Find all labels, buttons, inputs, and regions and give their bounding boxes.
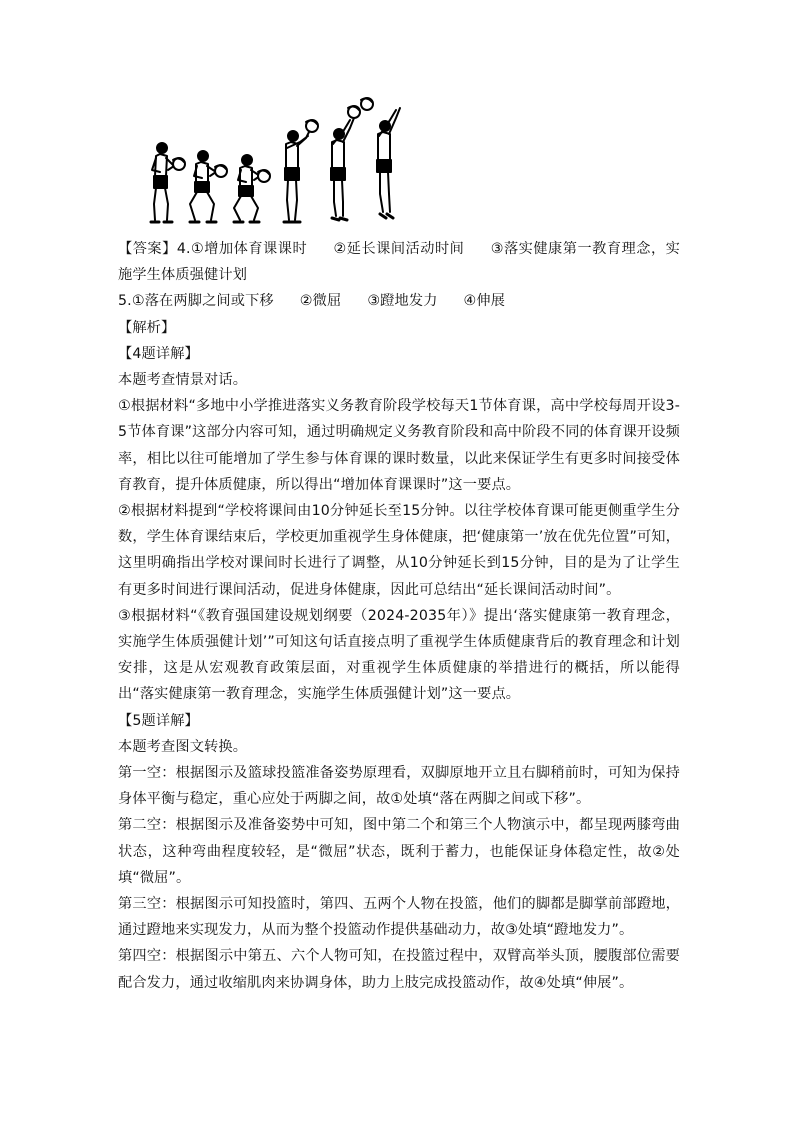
- player-figure-2: [190, 151, 227, 222]
- q5-analysis-paragraph-2: 第二空：根据图示及准备姿势中可知，图中第二个和第三个人物演示中，都呈现两膝弯曲状态，这种弯曲程度较轻，是“微屈”状态，既利于蓄力，也能保证身体稳定性，故②处填“微屈”。: [118, 817, 680, 886]
- player-figure-1: [151, 143, 185, 222]
- q5-answer-line: [118, 288, 680, 314]
- q4-answer-item-3: ③落实健康第一教育理念，实施学生体质强健计划: [118, 241, 680, 284]
- q5-answer-item-2: ②微屈: [299, 293, 342, 310]
- q5-analysis-paragraph-4: 第四空：根据图示中第五、六个人物可知，在投篮过程中，双臂高举头顶，腰腹部位需要配合发力，通过收缩肌肉来协调身体，助力上肢完成投篮动作，故④处填“伸展”。: [118, 948, 680, 991]
- q4-analysis-paragraph-1: ①根据材料“多地中小学推进落实义务教育阶段学校每天1节体育课，高中学校每周开设3-5节体育课”这部分内容可知，通过明确规定义务教育阶段和高中阶段不同的体育课开设频率，相比以往可能增加了学生参与体育课的课时数量，以此来保证学生有更多时间接受体育教育，提升体质健康，所以得出“增加体育课课时”这一要点。: [118, 398, 680, 493]
- q4-answer-line: [118, 236, 680, 288]
- q4-analysis-paragraph-3: ③根据材料“《教育强国建设规划纲要（2024-2035年）》提出‘落实健康第一教育理念，实施学生体质强健计划’”可知这句话直接点明了重视学生体质健康背后的教育理念和计划安排，这是从宏观教育政策层面，对重视学生体质健康的举措进行的概括，所以能得出“落实健康第一教育理念，实施学生体质强健计划”这一要点。: [118, 607, 680, 703]
- q5-analysis-paragraph-1: 第一空：根据图示及篮球投篮准备姿势原理看，双脚原地开立且右脚稍前时，可知为保持身体平衡与稳定，重心应处于两脚之间，故①处填“落在两脚之间或下移”。: [118, 765, 680, 808]
- answer-explanation-text: [118, 236, 680, 996]
- q5-analysis-heading: 【5题详解】: [118, 712, 199, 729]
- q5-number: 5.: [118, 293, 132, 310]
- player-figure-5: [331, 106, 360, 220]
- q4-number: 4.: [176, 241, 191, 257]
- q5-answer-item-3: ③蹬地发力: [367, 293, 438, 310]
- q4-answer-item-2: ②延长课间活动时间: [333, 241, 465, 257]
- basketball-shooting-sequence-illustration: [140, 96, 420, 232]
- player-figure-6: [361, 98, 400, 218]
- q5-analysis-paragraph-3: 第三空：根据图示可知投篮时，第四、五两个人物在投篮，他们的脚都是脚掌前部蹬地，通过蹬地来实现发力，从而为整个投篮动作提供基础动力，故③处填“蹬地发力”。: [118, 896, 680, 939]
- player-figure-3: [234, 155, 270, 222]
- q5-answer-item-1: ①落在两脚之间或下移: [131, 293, 274, 310]
- q5-analysis-intro: 本题考查图文转换。: [118, 738, 248, 755]
- q4-analysis-heading: 【4题详解】: [118, 345, 199, 362]
- answer-tag: 【答案】: [118, 241, 177, 257]
- analysis-tag: 【解析】: [118, 319, 176, 336]
- q4-answer-item-1: ①增加体育课课时: [190, 241, 308, 257]
- q4-analysis-intro: 本题考查情景对话。: [118, 372, 248, 389]
- q4-analysis-paragraph-2: ②根据材料提到“学校将课间由10分钟延长至15分钟。以往学校体育课可能更侧重学生分数，学生体育课结束后，学校更加重视学生身体健康，把‘健康第一’放在优先位置”可知，这里明确指出学校对课间时长进行了调整，从10分钟延长到15分钟，目的是为了让学生有更多时间进行课间活动，促进身体健康，因此可总结出“延长课间活动时间”。: [118, 503, 680, 598]
- q5-answer-item-4: ④伸展: [463, 293, 506, 310]
- player-figure-4: [284, 120, 318, 222]
